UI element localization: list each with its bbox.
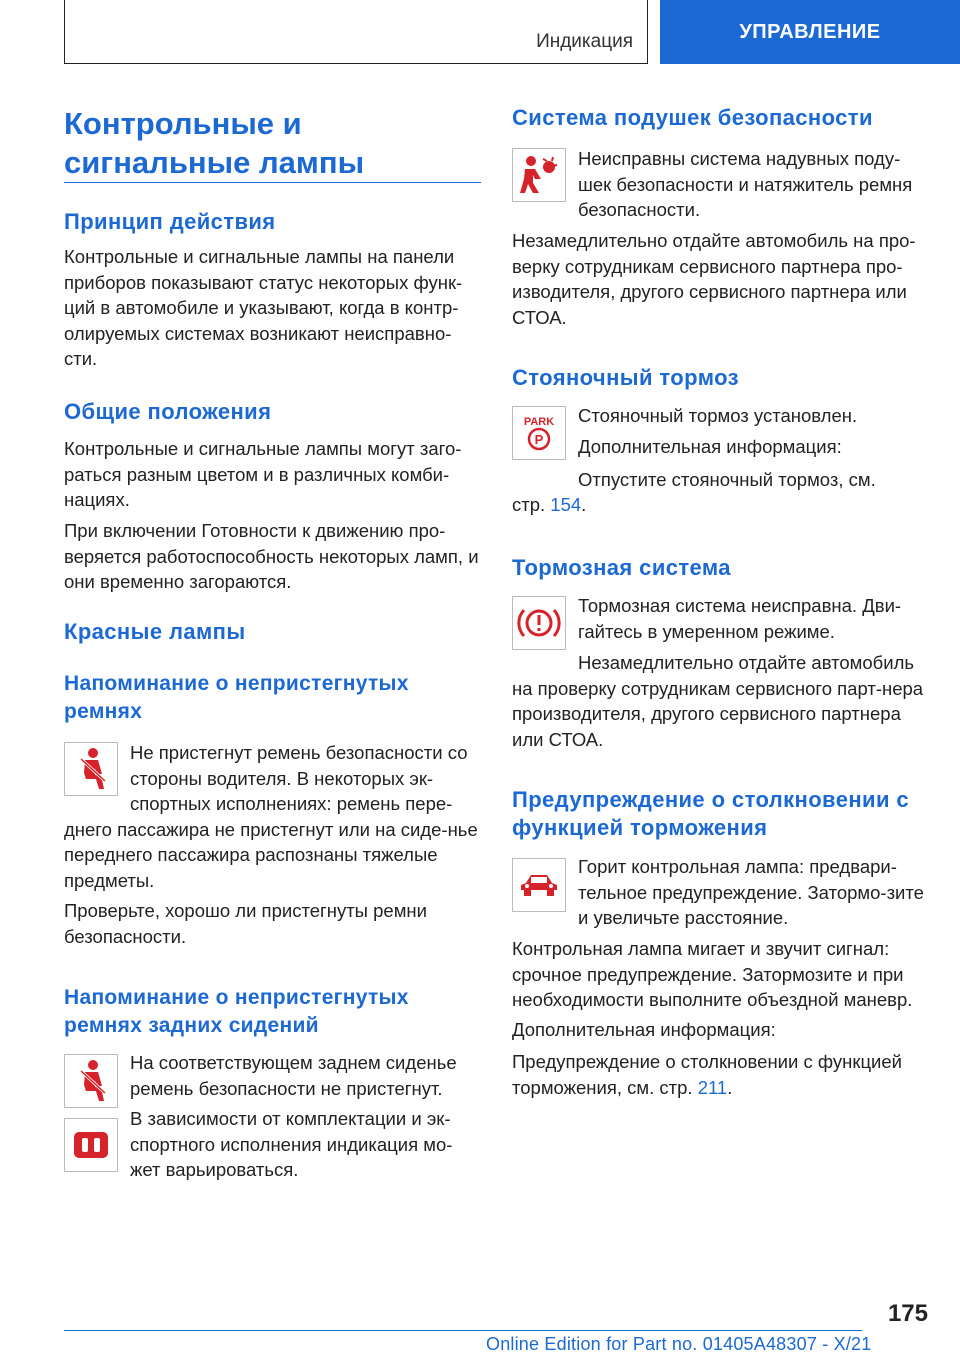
parking-brake-heading: Стояночный тормоз — [512, 365, 739, 390]
collision-warning-icon — [512, 858, 566, 912]
collision-more: Дополнительная информация: — [512, 1019, 776, 1040]
airbag-action: Незамедлительно отдайте автомобиль на про-верку сотрудникам сервисного партнера про-изводителя, другого сервисного партнера или СТОА. — [512, 230, 916, 328]
brake-system-desc: Тормозная система неисправна. Дви-гайтесь в умеренном режиме. — [578, 595, 902, 642]
collision-blink: Контрольная лампа мигает и звучит сигнал: срочное предупреждение. Затормозите и при необходимости выполните объездной маневр. — [512, 938, 913, 1010]
page-title-line1: Контрольные и — [64, 106, 302, 141]
seatbelt-desc-cont: спортных исполнениях: ремень пере-днего пассажира не пристегнут или на сиде-нье переднего пассажира распознаны тяжелые предметы. — [64, 793, 478, 891]
collision-ref — [512, 1049, 930, 1100]
principle-text: Контрольные и сигнальные лампы на панели приборов показывают статус некоторых функ-ций в автомобиле и указывают, когда в контр-олируемых системах возникают неисправно-сти. — [64, 246, 463, 369]
brake-system-heading: Тормозная система — [512, 555, 731, 580]
collision-desc: Горит контрольная лампа: предвари-тельное предупреждение. Затормо-зите и увеличьте расстояние. — [578, 856, 924, 928]
svg-text:PARK: PARK — [523, 416, 555, 428]
parking-ref-prefix: стр. — [512, 494, 546, 515]
header-section-title: Индикация — [536, 31, 633, 52]
page-title-line2: сигнальные лампы — [64, 145, 365, 180]
seatbelt-check: Проверьте, хорошо ли пристегнуты ремни безопасности. — [64, 900, 427, 947]
airbag-heading: Система подушек безопасности — [512, 105, 873, 130]
collision-ref-suffix: . — [727, 1076, 733, 1098]
header-section-box — [64, 0, 648, 64]
header-chapter-tab[interactable] — [660, 0, 960, 64]
footer-edition: Online Edition for Part no. 01405A48307 - X/21 — [486, 1334, 872, 1354]
seat-indicator-icon — [64, 1118, 118, 1172]
red-lamps-heading: Красные лампы — [64, 619, 246, 644]
general-text-1: Контрольные и сигнальные лампы могут заго-раться разным цветом и в различных комби-нациях. — [64, 438, 462, 510]
rear-seatbelt-desc: На соответствующем заднем сиденье ремень безопасности не пристегнут. — [130, 1052, 457, 1099]
footer-rule — [64, 1330, 862, 1331]
header-chapter-label: УПРАВЛЕНИЕ — [739, 20, 881, 43]
park-brake-icon — [512, 406, 566, 460]
svg-text:P: P — [534, 432, 544, 447]
principle-heading: Принцип действия — [64, 209, 276, 234]
seatbelt-warning-icon — [64, 742, 118, 796]
brake-warning-icon — [512, 596, 566, 650]
parking-ref-page-link[interactable]: 154 — [550, 494, 582, 515]
page-number: 175 — [887, 1300, 928, 1327]
parking-brake-release: Отпустите стояночный тормоз, см. — [578, 469, 876, 490]
parking-brake-more: Дополнительная информация: — [578, 436, 842, 457]
airbag-desc: Неисправны система надувных поду-шек безопасности и натяжитель ремня безопасности. — [578, 148, 913, 220]
rear-seatbelt-variant: В зависимости от комплектации и эк-спортного исполнения индикация мо-жет варьироваться. — [130, 1108, 453, 1180]
parking-brake-desc: Стояночный тормоз установлен. — [578, 405, 858, 426]
collision-heading: Предупреждение о столкновении с функцией торможения — [512, 787, 910, 840]
brake-system-action: Незамедлительно отдайте автомобиль на проверку сотрудникам сервисного парт-нера производителя, другого сервисного партнера или СТОА. — [512, 652, 924, 750]
general-text-2: При включении Готовности к движению про-веряется работоспособность некоторых ламп, и они временно загораются. — [64, 520, 479, 592]
parking-ref-suffix: . — [581, 494, 587, 515]
airbag-warning-icon — [512, 148, 566, 202]
collision-ref-text: Предупреждение о столкновении с функцией торможения, см. стр. — [512, 1051, 903, 1098]
collision-ref-page-link[interactable]: 211 — [697, 1076, 728, 1098]
general-heading: Общие положения — [64, 399, 272, 424]
seatbelt-desc: Не пристегнут ремень безопасности со стороны водителя. В некоторых эк- — [130, 742, 468, 789]
parking-brake-ref — [512, 492, 586, 518]
seatbelt-heading: Напоминание о непристегнутых ремнях — [64, 672, 409, 723]
page-title — [64, 104, 484, 182]
rear-seatbelt-heading: Напоминание о непристегнутых ремнях задних сидений — [64, 986, 409, 1037]
title-rule — [64, 182, 481, 183]
rear-seatbelt-warning-icon — [64, 1054, 118, 1108]
